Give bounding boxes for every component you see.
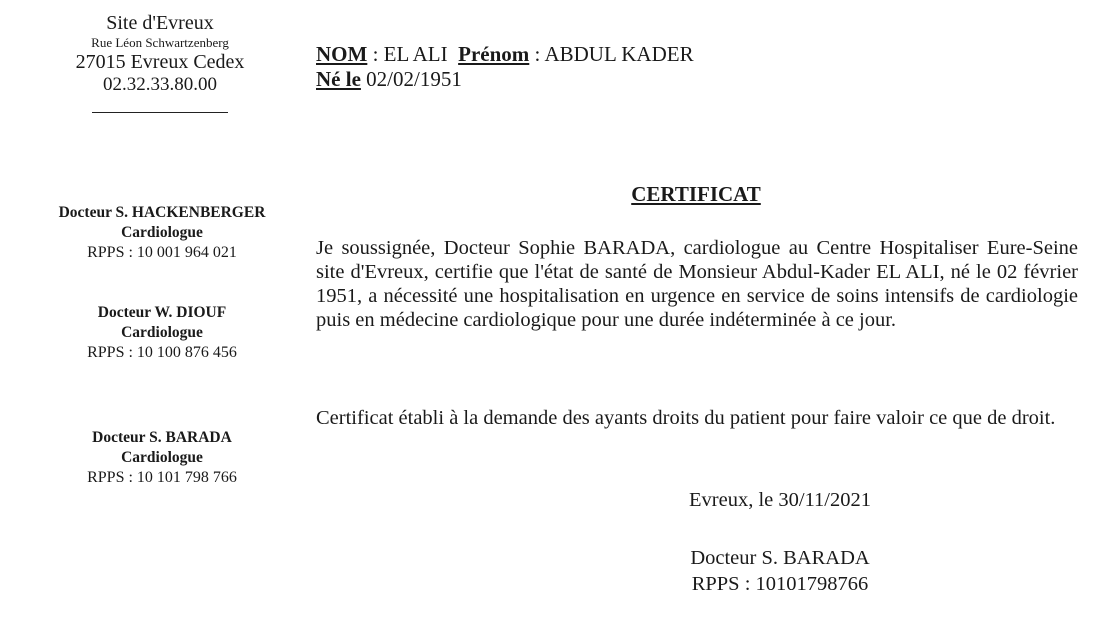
certificate-body-paragraph: Je soussignée, Docteur Sophie BARADA, cardiologue au Centre Hospitaliser Eure-Seine site d'Evreux, certifie que l'état de santé de Monsieur Abdul-Kader EL ALI, né le 02 février 1951, a nécessité une hospitalisation en urgence en service de soins intensifs de cardiologie puis en médecine cardiologique pour une durée indéterminée à ce jour. [316, 237, 1078, 331]
birth-value: 02/02/1951 [366, 67, 462, 92]
patient-birth-line [316, 67, 694, 92]
place-and-date: Evreux, le 30/11/2021 [689, 489, 871, 511]
doctor-name: Docteur S. HACKENBERGER [58, 204, 266, 221]
doctor-rpps: RPPS : 10 101 798 766 [87, 469, 237, 487]
signatory-name: Docteur S. BARADA [690, 547, 870, 569]
site-phone: 02.32.33.80.00 [103, 73, 217, 95]
certificate-purpose-paragraph: Certificat établi à la demande des ayants droits du patient pour faire valoir ce que de droit. [316, 407, 1056, 429]
doctor-specialty: Cardiologue [121, 224, 203, 242]
nom-label: NOM [316, 42, 368, 66]
signatory-rpps: RPPS : 10101798766 [691, 573, 869, 595]
patient-info [316, 42, 694, 92]
prenom-label: Prénom [458, 42, 530, 66]
doctor-specialty: Cardiologue [121, 449, 203, 467]
patient-name-line [316, 42, 694, 67]
site-address-block [40, 12, 280, 113]
doctor-name: Docteur S. BARADA [92, 429, 232, 446]
site-city: 27015 Evreux Cedex [75, 50, 245, 73]
site-street: Rue Léon Schwartzenberg [91, 35, 229, 50]
doctor-rpps: RPPS : 10 100 876 456 [87, 344, 237, 362]
prenom-value: : ABDUL KADER [534, 42, 694, 66]
birth-label: Né le [316, 67, 361, 92]
doctor-entry [12, 303, 312, 364]
certificate-title: CERTIFICAT [631, 182, 761, 206]
doctor-name: Docteur W. DIOUF [97, 304, 227, 321]
doctor-entry [12, 428, 312, 489]
nom-value: : EL ALI [372, 42, 448, 66]
site-divider [92, 112, 228, 113]
doctor-specialty: Cardiologue [121, 324, 203, 342]
doctor-entry [12, 203, 312, 264]
site-name: Site d'Evreux [106, 12, 214, 34]
doctor-rpps: RPPS : 10 001 964 021 [87, 244, 237, 262]
